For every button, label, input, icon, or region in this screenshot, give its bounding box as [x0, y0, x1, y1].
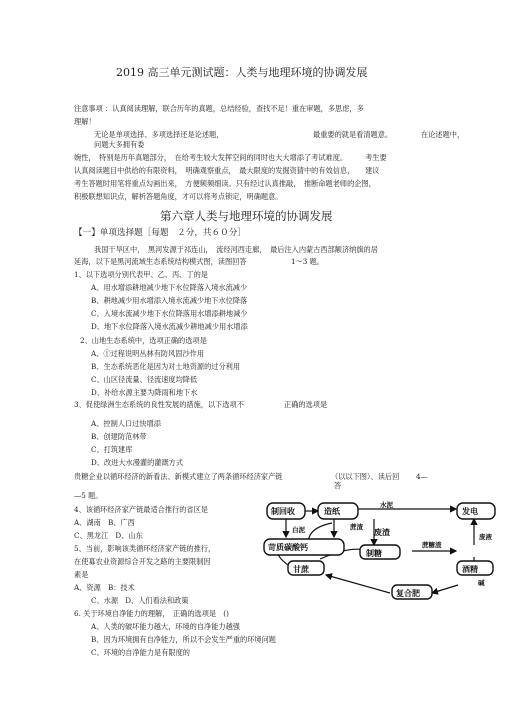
q1-option-d: D、地下水位降落入境水流减少耕地减少用水增添 [91, 322, 248, 331]
q3-option-a: A、控制人口过快增添 [91, 419, 161, 428]
diagram-box-label: 制回收 [271, 507, 295, 516]
q6-option-c: C、环境的自净能力是有限度的 [91, 648, 190, 657]
note-line-1: 注意事项 ：认真阅读理解，联合历年的真题，总结经验，查找不足！重在审题，多思虑，多 [74, 104, 364, 113]
arrow [432, 585, 458, 593]
circular-economy-diagram [262, 499, 502, 607]
q4-stem: 4、该循环经济家产链最适合推行的省区是 [74, 505, 208, 514]
page-title: 2019 高三单元测试题：人类与地理环境的协调发展 [116, 66, 368, 79]
note-line-6: 认真阅读题目中供给的有限资料， 明确观察重点， 最大限度的发掘资猜中的有效信息， 建议 [74, 166, 380, 175]
note-line-4: 问题大多拥有委 [94, 140, 145, 149]
q3-option-b: B、创建防范林带 [91, 432, 147, 441]
q5-option-cd: C、水源 D、人们看法和政策 [91, 596, 189, 605]
q5-option-ab: A、资源 B：技术 [74, 583, 135, 592]
note-line-3c: 在论述题中， [421, 130, 465, 139]
diagram-box-label: 甘蔗 [293, 565, 309, 574]
diagram-box-label: 苛质碳酸钙 [268, 543, 308, 552]
q1-option-a: A、用水增添耕地减少地下水位降落入境水流减少 [91, 283, 248, 292]
q6-option-b: B、因为环境拥有自净能力，所以不会发生严重的环境问题 [91, 635, 276, 644]
note-line-3b: 最重要的就是看清题意。 [313, 130, 393, 139]
q3-option-d: D、改进大水漫灌的灌溉方式 [91, 458, 184, 467]
q6-stem: 6. 关于环境自净能力的理解， 正确的选项是 () [74, 609, 229, 618]
intro2-line-1d: 答 [334, 481, 342, 490]
intro2-line-1b: （以以下图）、读后回 [331, 472, 400, 481]
diagram-label: 蔗渣 [350, 523, 363, 531]
q1-option-b: B、耕地减少用水增添入境水流减少地下水位降落 [91, 296, 248, 305]
q1-stem: 1、以下选项分别代表甲、乙、丙、丁的是 [74, 270, 208, 279]
diagram-box-label: 发电 [462, 507, 478, 516]
q2-option-d: D、补给水源主要为降雨和地下水 [91, 388, 198, 397]
intro2-line-2: —5 题。 [74, 491, 103, 500]
diagram-label: 水泥 [380, 501, 393, 509]
diagram-label: 废渣 [374, 528, 390, 537]
q3-option-c: C、打筑建库 [91, 445, 133, 454]
q5-stem-2: 在使募农业资源综合开发之路的主要限制因 [74, 557, 211, 566]
diagram-box-label: 制糖 [366, 549, 382, 558]
q4-option-cd: C、黑龙江 D、山东 [74, 531, 143, 540]
diagram-box-label: 酒精 [462, 565, 478, 574]
diagram-box-label: 复合肥 [396, 589, 420, 598]
diagram-label: 蔗糖渣 [422, 541, 442, 549]
q2-stem: 2、山地生态系统中，选项正确的选项是 [80, 336, 207, 345]
intro-line-2b: 1～3 题。 [291, 257, 324, 266]
intro2-line-1: 贵糖企业以循环经济的新看法、新模式建立了两条循环经济家产链 [74, 472, 283, 481]
q4-option-ab: A、湖南 B、广西 [74, 518, 135, 527]
section-heading: 【一】单项选择题［每题 ２分，共６０分］ [74, 228, 246, 238]
q2-option-a: A、①过程说明丛林有防风固沙作用 [91, 349, 205, 358]
intro-line-2: 延海，以下是黑河流域生态系统结构模式图，读图回答 [74, 257, 247, 266]
note-line-2: 理解！ [74, 117, 96, 126]
q3-stem: 3、促使绿洲生态系统的良性发展的措施，以下选项不 [74, 400, 244, 409]
note-line-8: 积极联想知识点，解析答题角度，才可以将考点锁定，明确题意。 [74, 192, 283, 201]
q1-option-c: C、入境水流减少地下水位降落用水增添耕地减少 [91, 309, 248, 318]
q5-stem-1: 5、当前，影响该类循环经济家产链的推行， [74, 544, 216, 553]
diagram-label: 碱 [478, 579, 485, 587]
diagram-label: 废液 [479, 533, 492, 541]
chapter-title: 第六章人类与地理环境的协调发展 [160, 209, 333, 223]
q6-option-a: A、人类的破坏能力越大，环境的自净能力越强 [91, 622, 240, 631]
diagram-box-label: 造纸 [324, 507, 340, 516]
note-line-7: 考生答题时用笔将重点勾画出来， 方便频频细读。只有经过认真推敲， 推断命题老师的企图， [74, 179, 376, 188]
q2-option-c: C、山区径流量、径流速度均降低 [91, 375, 198, 384]
arrow [326, 575, 390, 593]
intro2-line-1c: 4— [416, 472, 428, 481]
q2-option-b: B、生态系统恶化是因为对土地资源的过分利用 [91, 362, 241, 371]
note-line-3a: 无论是单项选择、多项选择还是论述题， [94, 130, 224, 139]
intro-line-1: 我国干旱区中， 黑河发源于祁连山， 流经河西走廊， 最后注入内蒙古西部额济纳旗的居 [94, 245, 378, 254]
q5-stem-3: 素是 [74, 570, 89, 579]
q3-stem-tail: 正确的选项是 [284, 400, 328, 409]
diagram-label: 白泥 [292, 526, 305, 534]
note-line-5: 婉性， 特别是历年真题部分， 在给考生较大发挥空间的同时也大大增添了考试难度。 考生要 [74, 153, 387, 162]
